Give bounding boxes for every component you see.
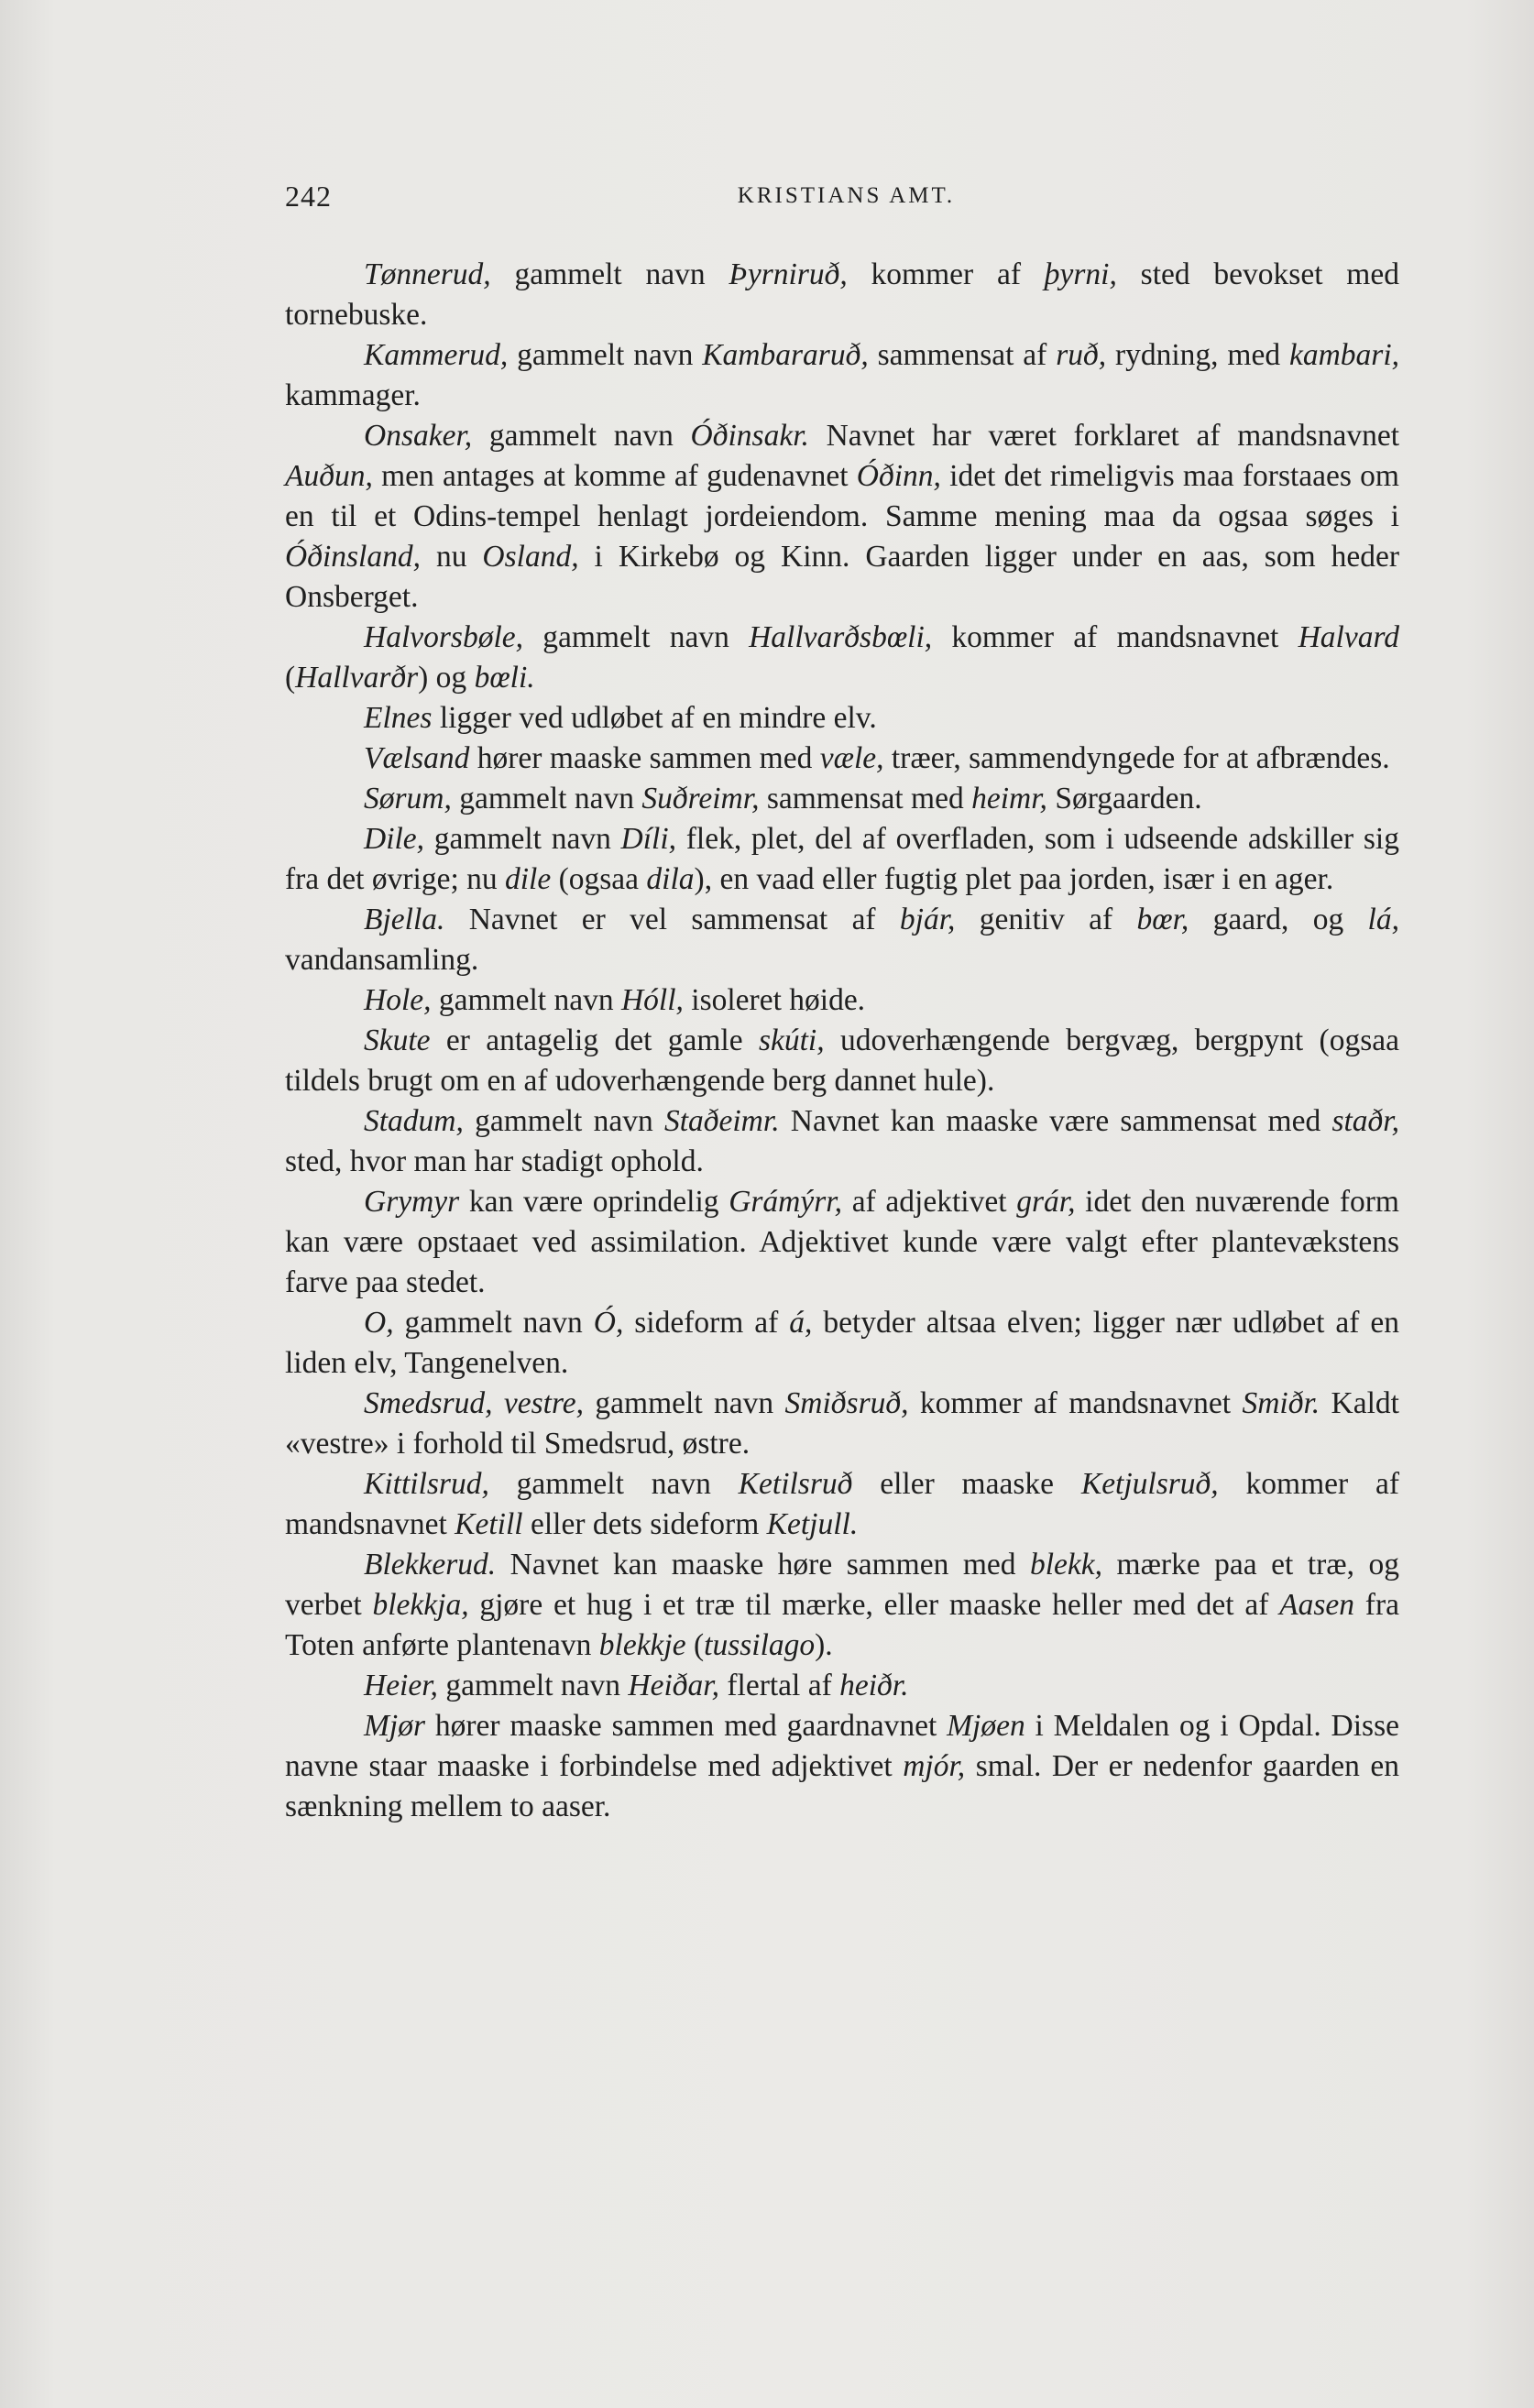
text-run: nu	[420, 540, 483, 574]
italic-term: Sørum,	[364, 782, 452, 815]
italic-term: Grymyr	[364, 1185, 460, 1219]
italic-term: grár,	[1016, 1185, 1076, 1219]
text-run: gammelt navn	[393, 1306, 594, 1340]
italic-term: Heiðar,	[628, 1669, 719, 1702]
text-run: (	[685, 1628, 705, 1662]
text-run: vandansamling.	[285, 943, 479, 977]
italic-term: Smedsrud, vestre,	[364, 1386, 585, 1420]
text-run: Navnet kan maaske være sammensat med	[779, 1104, 1332, 1138]
italic-term: Osland,	[482, 540, 579, 574]
text-run: men antages at komme af gudenavnet	[372, 459, 857, 493]
italic-term: Grámýrr,	[729, 1185, 842, 1219]
italic-term: Óðinsland,	[285, 540, 421, 574]
italic-term: Kittilsrud,	[364, 1467, 489, 1501]
text-run: ) og	[418, 661, 475, 695]
text-run: kommer af mandsnavnet	[285, 1467, 1400, 1541]
italic-term: væle,	[819, 741, 884, 775]
text-run: udoverhængende bergvæg, bergpynt (ogsaa tildels brugt om en af udoverhængende berg dannet hule).	[285, 1023, 1399, 1098]
text-run: gammelt navn	[451, 782, 642, 815]
text-run: gjøre et hug i et træ til mærke, eller maaske heller med det af	[468, 1588, 1280, 1622]
italic-term: Hóll,	[620, 983, 684, 1017]
italic-term: Halvard	[1298, 620, 1399, 654]
text-run: gammelt navn	[472, 419, 691, 453]
text-run: kommer af mandsnavnet	[932, 620, 1298, 654]
italic-term: Mjør	[364, 1709, 425, 1743]
italic-term: Tønnerud,	[364, 257, 491, 291]
text-run: flek, plet, del af overfladen, som i udseende adskiller sig fra det øvrige; nu	[285, 822, 1399, 896]
paragraph	[285, 1303, 1399, 1384]
text-run: gammelt navn	[431, 983, 621, 1017]
italic-term: blekkja,	[372, 1588, 469, 1622]
italic-term: Hallvarðsbœli,	[749, 620, 933, 654]
text-run: gammelt navn	[508, 338, 703, 372]
italic-term: Staðeimr.	[663, 1104, 780, 1138]
paragraph	[285, 739, 1399, 779]
paragraph	[285, 335, 1399, 416]
paragraph	[285, 819, 1399, 900]
text-run: fra Toten anførte plantenavn	[285, 1588, 1399, 1662]
text-run: Sørgaarden.	[1046, 782, 1202, 815]
text-run: gammelt navn	[437, 1669, 629, 1702]
text-run: ligger ved udløbet af en mindre elv.	[432, 701, 877, 735]
italic-term: bœr,	[1136, 903, 1189, 936]
text-run: (ogsaa	[551, 862, 647, 896]
body-text	[285, 255, 1399, 1827]
italic-term: Suðreimr,	[641, 782, 760, 815]
paragraph	[285, 980, 1399, 1021]
text-run: ).	[815, 1628, 833, 1662]
paragraph	[285, 416, 1399, 618]
text-run: er antagelig det gamle	[430, 1023, 759, 1057]
text-run: idet det rimeligvis maa forstaaes om en til et Odins-tempel henlagt jordeiendom. Samme mening maa da ogsaa søges i	[285, 459, 1399, 533]
italic-term: ruð,	[1056, 338, 1107, 372]
italic-term: O,	[364, 1306, 394, 1340]
italic-term: heiðr.	[839, 1669, 909, 1702]
italic-term: Hallvarðr	[295, 661, 419, 695]
paragraph	[285, 1706, 1399, 1827]
italic-term: Heier,	[364, 1669, 438, 1702]
paragraph	[285, 1666, 1399, 1706]
text-run: Navnet har været forklaret af mandsnavnet	[808, 419, 1399, 453]
italic-term: Auðun,	[285, 459, 373, 493]
italic-term: Þyrniruð,	[729, 257, 848, 291]
text-run: smal. Der er nedenfor gaarden en sænkning mellem to aaser.	[285, 1749, 1399, 1823]
text-run: sted bevokset med tornebuske.	[285, 257, 1399, 332]
italic-term: Ketjulsruð,	[1080, 1467, 1219, 1501]
italic-term: þyrni,	[1044, 257, 1117, 291]
paragraph	[285, 1384, 1399, 1464]
text-run: i Kirkebø og Kinn. Gaarden ligger under en aas, som heder Onsberget.	[285, 540, 1400, 614]
italic-term: Bjella.	[364, 903, 445, 936]
italic-term: bœli.	[474, 661, 535, 695]
text-run: Navnet kan maaske høre sammen med	[496, 1548, 1030, 1582]
italic-term: Díli,	[620, 822, 677, 856]
text-run: ), en vaad eller fugtig plet paa jorden, især i en ager.	[694, 862, 1334, 896]
italic-term: Ketjull.	[766, 1507, 859, 1541]
text-run: kan være oprindelig	[459, 1185, 729, 1219]
italic-term: Óðinsakr.	[690, 419, 809, 453]
italic-term: tussilago	[704, 1628, 816, 1662]
text-run: gaard, og	[1189, 903, 1368, 936]
paragraph	[285, 618, 1399, 698]
italic-term: blekkje	[598, 1628, 686, 1662]
text-run: (	[285, 661, 296, 695]
italic-term: Halvorsbøle,	[364, 620, 523, 654]
italic-term: Kambararuð,	[702, 338, 869, 372]
paragraph	[285, 255, 1399, 335]
text-run: isoleret høide.	[683, 983, 866, 1017]
italic-term: kambari,	[1288, 338, 1399, 372]
text-run: i Meldalen og i Opdal. Disse navne staar maaske i forbindelse med adjektivet	[285, 1709, 1400, 1783]
text-run: betyder altsaa elven; ligger nær udløbet af en liden elv, Tangenelven.	[285, 1306, 1399, 1380]
italic-term: Smiðsruð,	[784, 1386, 909, 1420]
text-run: idet den nuværende form kan være opstaaet ved assimilation. Adjektivet kunde være valgt efter plantevækstens farve paa stedet.	[285, 1185, 1399, 1299]
paragraph	[285, 779, 1399, 819]
italic-term: blekk,	[1029, 1548, 1103, 1582]
italic-term: Onsaker,	[364, 419, 473, 453]
italic-term: Aasen	[1279, 1588, 1355, 1622]
text-run: gammelt navn	[424, 822, 621, 856]
text-run: Navnet er vel sammensat af	[444, 903, 900, 936]
text-run: gammelt navn	[523, 620, 750, 654]
paragraph	[285, 1464, 1399, 1545]
paragraph	[285, 1101, 1399, 1182]
italic-term: Kammerud,	[364, 338, 509, 372]
text-run: hører maaske sammen med gaardnavnet	[425, 1709, 948, 1743]
italic-term: skúti,	[758, 1023, 825, 1057]
italic-term: Óðinn,	[856, 459, 941, 493]
text-run: sammensat med	[759, 782, 972, 815]
italic-term: Smiðr.	[1242, 1386, 1320, 1420]
italic-term: á,	[789, 1306, 813, 1340]
page-header	[285, 180, 1408, 224]
italic-term: Elnes	[364, 701, 433, 735]
text-run: gammelt navn	[463, 1104, 664, 1138]
text-run: rydning, med	[1106, 338, 1289, 372]
text-run: sideform af	[623, 1306, 790, 1340]
paragraph	[285, 1182, 1399, 1303]
paragraph	[285, 900, 1399, 980]
text-run: eller maaske	[852, 1467, 1081, 1501]
italic-term: dila	[646, 862, 695, 896]
text-run: af adjektivet	[841, 1185, 1017, 1219]
text-run: kammager.	[285, 378, 421, 412]
paragraph	[285, 1545, 1399, 1666]
italic-term: Blekkerud.	[364, 1548, 497, 1582]
text-run: sammensat af	[868, 338, 1057, 372]
italic-term: Hole,	[364, 983, 432, 1017]
italic-term: dile	[505, 862, 552, 896]
paragraph	[285, 698, 1399, 739]
text-run: kommer af	[847, 257, 1045, 291]
text-run: eller dets sideform	[522, 1507, 767, 1541]
text-run: mærke paa et træ, og verbet	[285, 1548, 1399, 1622]
running-head: KRISTIANS AMT.	[737, 183, 956, 208]
paragraph	[285, 1021, 1399, 1101]
text-run: træer, sammendyngede for at afbrændes.	[883, 741, 1390, 775]
page-number: 242	[285, 180, 332, 213]
text-run: Kaldt «vestre» i forhold til Smedsrud, østre.	[285, 1386, 1399, 1461]
italic-term: Ketill	[455, 1507, 523, 1541]
italic-term: lá,	[1367, 903, 1399, 936]
text-run: gammelt navn	[490, 257, 729, 291]
text-run: kommer af mandsnavnet	[908, 1386, 1243, 1420]
text-run: gammelt navn	[584, 1386, 785, 1420]
italic-term: mjór,	[903, 1749, 966, 1783]
text-run: genitiv af	[955, 903, 1137, 936]
text-run: hører maaske sammen med	[469, 741, 820, 775]
text-run: gammelt navn	[488, 1467, 739, 1501]
italic-term: Ó,	[593, 1306, 624, 1340]
italic-term: Stadum,	[364, 1104, 464, 1138]
italic-term: Ketilsruð	[738, 1467, 853, 1501]
italic-term: staðr,	[1331, 1104, 1399, 1138]
italic-term: bjár,	[899, 903, 956, 936]
italic-term: Dile,	[364, 822, 425, 856]
italic-term: Vælsand	[364, 741, 470, 775]
text-run: flertal af	[718, 1669, 840, 1702]
italic-term: Mjøen	[947, 1709, 1025, 1743]
text-run: sted, hvor man har stadigt ophold.	[285, 1144, 704, 1178]
italic-term: heimr,	[971, 782, 1047, 815]
italic-term: Skute	[364, 1023, 431, 1057]
